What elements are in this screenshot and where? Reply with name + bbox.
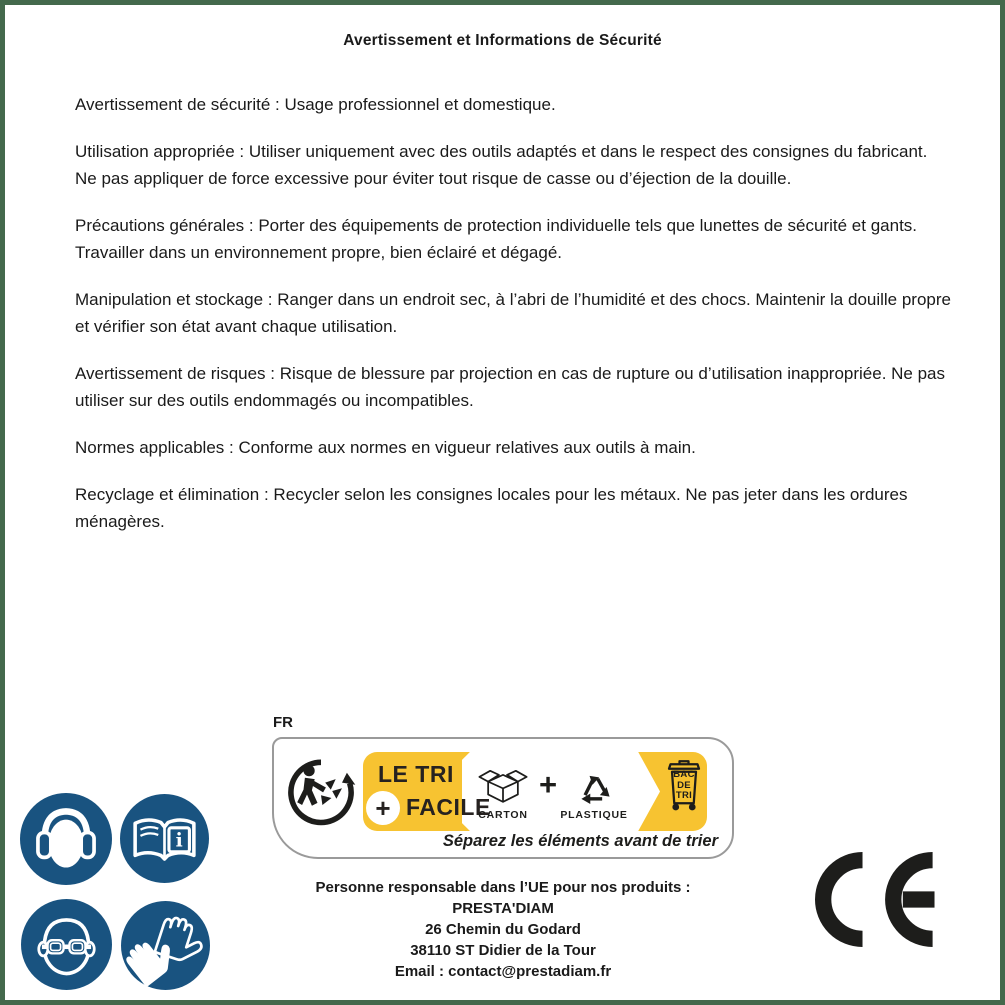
eu-contact-block: [243, 877, 763, 982]
ce-mark-icon: [803, 849, 947, 950]
safety-paragraph: Utilisation appropriée : Utiliser uniquement avec des outils adaptés et dans le respect des consignes du fabricant. Ne pas appliquer de force excessive pour éviter tout risque de casse ou d’éjection de la douille.: [75, 142, 928, 188]
tri-word1-label: LE TRI: [378, 761, 454, 787]
safety-paragraph: Manipulation et stockage : Ranger dans un endroit sec, à l’abri de l’humidité et des chocs. Maintenir la douille propre et vérifier son état avant chaque utilisation.: [75, 290, 951, 336]
safety-text-block: [75, 91, 952, 555]
safety-paragraph: Avertissement de risques : Risque de blessure par projection en cas de rupture ou d’utilisation inappropriée. Ne pas utiliser sur des outils endommagés ou incompatibles.: [75, 364, 946, 410]
bin-label: BAC DE TRI: [673, 769, 695, 801]
eye-protection-icon: [21, 899, 112, 990]
tri-word2-label: FACILE: [406, 794, 491, 820]
recycling-arrows-icon: [566, 761, 622, 807]
safety-paragraph: Normes applicables : Conforme aux normes en vigueur relatives aux outils à main.: [75, 438, 696, 457]
page-title: Avertissement et Informations de Sécurité: [343, 32, 662, 49]
safety-paragraph: Précautions générales : Porter des équipements de protection individuelle tels que lunettes de sécurité et gants. Travailler dans un environnement propre, bien éclairé et dégagé.: [75, 216, 918, 262]
country-code-label: FR: [273, 714, 293, 731]
ear-protection-icon: [20, 793, 112, 885]
triman-sorting-badge: [272, 737, 734, 859]
address-line2: 38110 ST Didier de la Tour: [410, 942, 596, 959]
company-name: PRESTA'DIAM: [452, 900, 554, 917]
address-line1: 26 Chemin du Godard: [425, 921, 581, 938]
carton-label: CARTON: [478, 809, 528, 821]
sorting-instruction: Séparez les éléments avant de trier: [442, 832, 718, 850]
safety-paragraph: Avertissement de sécurité : Usage professionnel et domestique.: [75, 95, 556, 114]
responsible-person-line: Personne responsable dans l’UE pour nos produits :: [315, 879, 691, 896]
gloves-icon: [121, 901, 210, 990]
read-manual-icon: [120, 794, 209, 883]
plus-sign: +: [538, 767, 558, 802]
plastique-label: PLASTIQUE: [560, 809, 628, 821]
info-glyph: i: [175, 829, 183, 852]
safety-paragraph: Recyclage et élimination : Recycler selon les consignes locales pour les métaux. Ne pas jeter dans les ordures ménagères.: [75, 485, 908, 531]
carton-icon: [476, 763, 530, 807]
plus-circle-icon: +: [366, 791, 400, 825]
triman-icon: [286, 751, 356, 831]
contact-email: Email : contact@prestadiam.fr: [394, 963, 612, 980]
